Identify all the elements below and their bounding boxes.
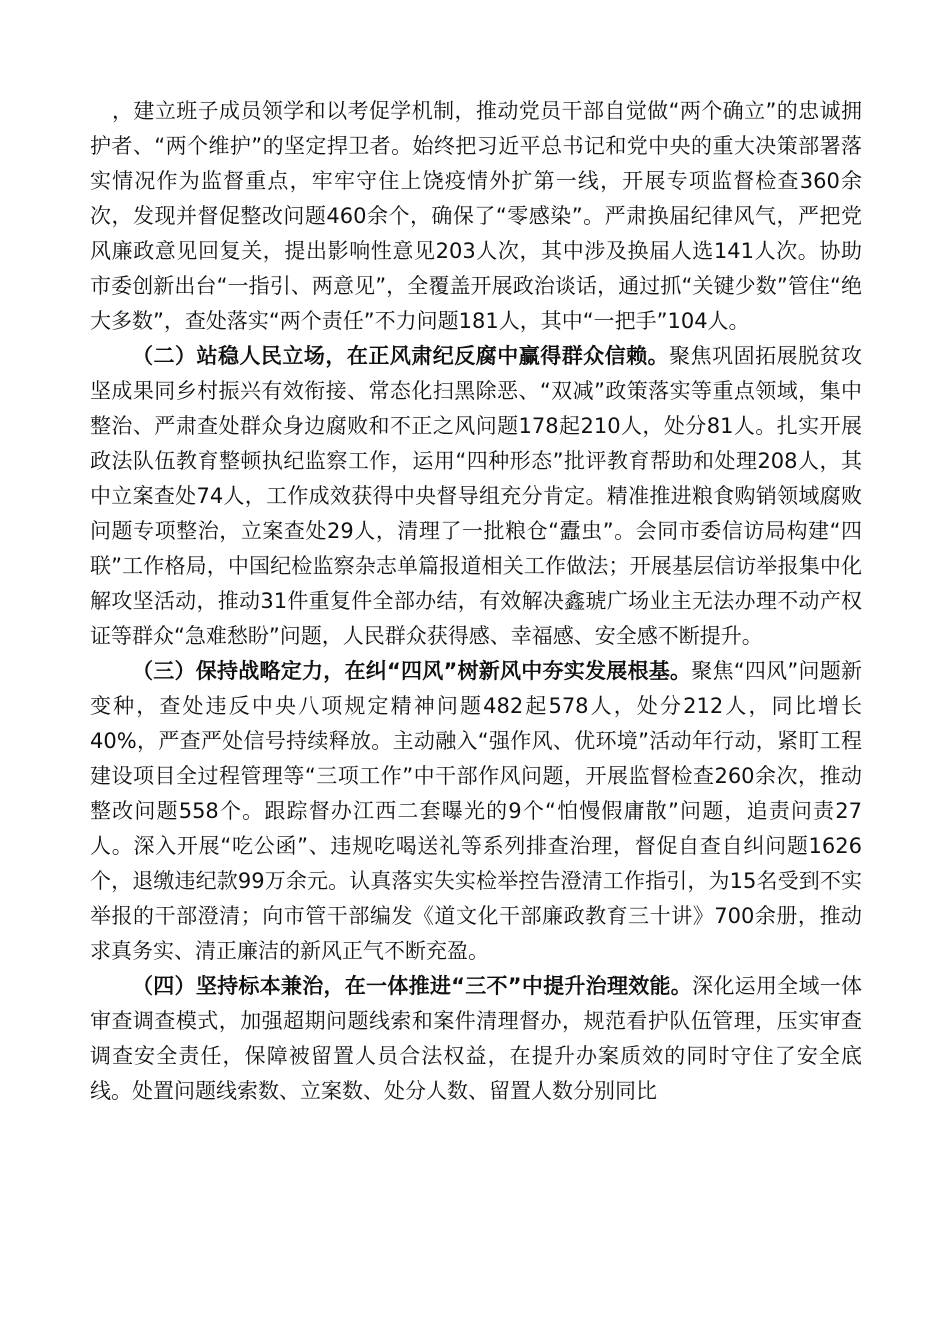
paragraph-4-heading: （四）坚持标本兼治，在一体推进“三不”中提升治理效能。 bbox=[132, 974, 693, 998]
paragraph-2-body: 聚焦巩固拓展脱贫攻坚成果同乡村振兴有效衔接、常态化扫黑除恶、“双减”政策落实等重点领域，集中整治、严肃查处群众身边腐败和不正之风问题178起210人，处分81人。扎实开展政法队伍教育整顿执纪监察工作，运用“四种形态”批评教育帮助和处理208人，其中立案查处74人，工作成效获得中央督导组充分肯定。精准推进粮食购销领域腐败问题专项整治，立案查处29人，清理了一批粮仓“蠹虫”。会同市委信访局构建“四联”工作格局，中国纪检监察杂志单篇报道相关工作做法；开展基层信访举报集中化解攻坚活动，推动31件重复件全部办结，有效解决鑫琥广场业主无法办理不动产权证等群众“急难愁盼”问题，人民群众获得感、幸福感、安全感不断提升。 bbox=[90, 344, 863, 648]
paragraph-4-body: 深化运用全域一体审查调查模式，加强超期问题线索和案件清理督办，规范看护队伍管理，压实审查调查安全责任，保障被留置人员合法权益，在提升办案质效的同时守住了安全底线。处置问题线索数、立案数、处分人数、留置人数分别同比 bbox=[90, 974, 862, 1103]
paragraph-4 bbox=[90, 969, 862, 1109]
document-page bbox=[90, 94, 862, 1109]
paragraph-3-heading: （三）保持战略定力，在纠“四风”树新风中夯实发展根基。 bbox=[132, 659, 692, 683]
paragraph-3 bbox=[90, 654, 862, 969]
paragraph-1-body: ，建立班子成员领学和以考促学机制，推动党员干部自觉做“两个确立”的忠诚拥护者、“两个维护”的坚定捍卫者。始终把习近平总书记和党中央的重大决策部署落实情况作为监督重点，牢牢守住上饶疫情外扩第一线，开展专项监督检查360余次，发现并督促整改问题460余个，确保了“零感染”。严肃换届纪律风气，严把党风廉政意见回复关，提出影响性意见203人次，其中涉及换届人选141人次。协助市委创新出台“一指引、两意见”，全覆盖开展政治谈话，通过抓“关键少数”管住“绝大多数”，查处落实“两个责任”不力问题181人，其中“一把手”104人。 bbox=[90, 99, 862, 333]
paragraph-3-body: 聚焦“四风”问题新变种，查处违反中央八项规定精神问题482起578人，处分212人，同比增长40%，严查严处信号持续释放。主动融入“强作风、优环境”活动年行动，紧盯工程建设项目全过程管理等“三项工作”中干部作风问题，开展监督检查260余次，推动整改问题558个。跟踪督办江西二套曝光的9个“怕慢假庸散”问题，追责问责27人。深入开展“吃公函”、违规吃喝送礼等系列排查治理，督促自查自纠问题1626个，退缴违纪款99万余元。认真落实失实检举控告澄清工作指引，为15名受到不实举报的干部澄清；向市管干部编发《道文化干部廉政教育三十讲》700余册，推动求真务实、清正廉洁的新风正气不断充盈。 bbox=[90, 659, 862, 963]
paragraph-2 bbox=[90, 339, 862, 654]
paragraph-2-heading: （二）站稳人民立场，在正风肃纪反腐中赢得群众信赖。 bbox=[132, 344, 670, 368]
paragraph-1 bbox=[90, 94, 862, 339]
